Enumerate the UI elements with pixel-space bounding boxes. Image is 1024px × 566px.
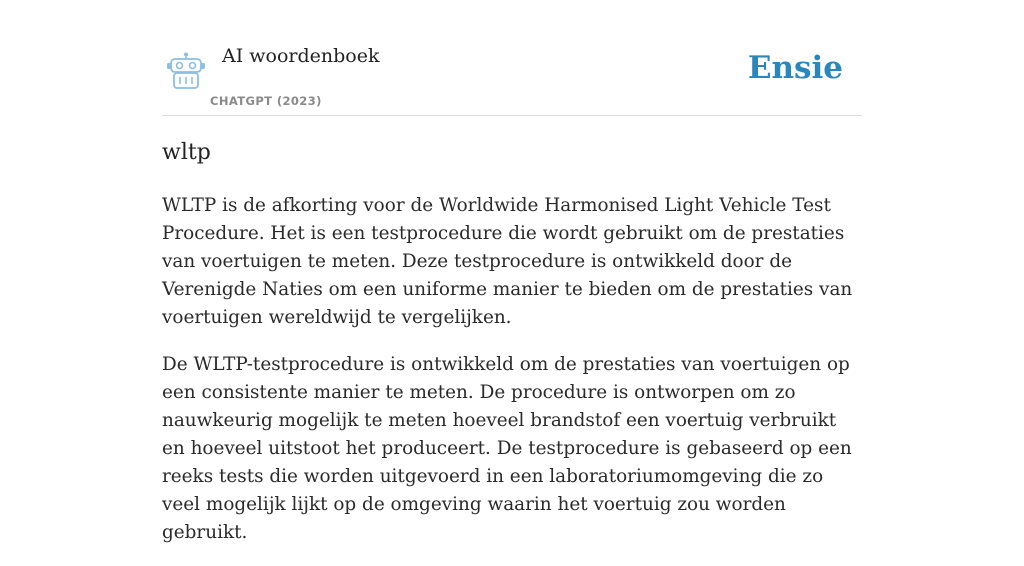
robot-icon <box>165 52 207 90</box>
entry-card <box>162 0 862 543</box>
definition-paragraph: De WLTP-testprocedure is ontwikkeld om de prestaties van voertuigen op een consistente manier te meten. De procedure is ontworpen om zo nauwkeurig mogelijk te meten hoeveel brandstof een voertuig verbruikt en hoeveel uitstoot het produceert. De testprocedure is gebaseerd op een reeks tests die worden uitgevoerd in een laboratoriumomgeving die zo veel mogelijk lijkt op de omgeving waarin het voertuig zou worden gebruikt. <box>162 354 852 543</box>
entry-definition <box>162 192 862 566</box>
dictionary-title[interactable]: AI woordenboek <box>222 45 380 67</box>
entry-header <box>162 0 862 116</box>
ensie-logo-link[interactable]: Ensie <box>747 50 843 86</box>
entry-term: wltp <box>162 140 211 165</box>
definition-paragraph: WLTP is de afkorting voor de Worldwide Harmonised Light Vehicle Test Procedure. Het is een testprocedure die wordt gebruikt om de prestaties van voertuigen te meten. Deze testprocedure is ontwikkeld door de Verenigde Naties om een uniforme manier te bieden om de prestaties van voertuigen wereldwijd te vergelijken. <box>162 195 853 328</box>
source-label: CHATGPT (2023) <box>210 94 322 108</box>
